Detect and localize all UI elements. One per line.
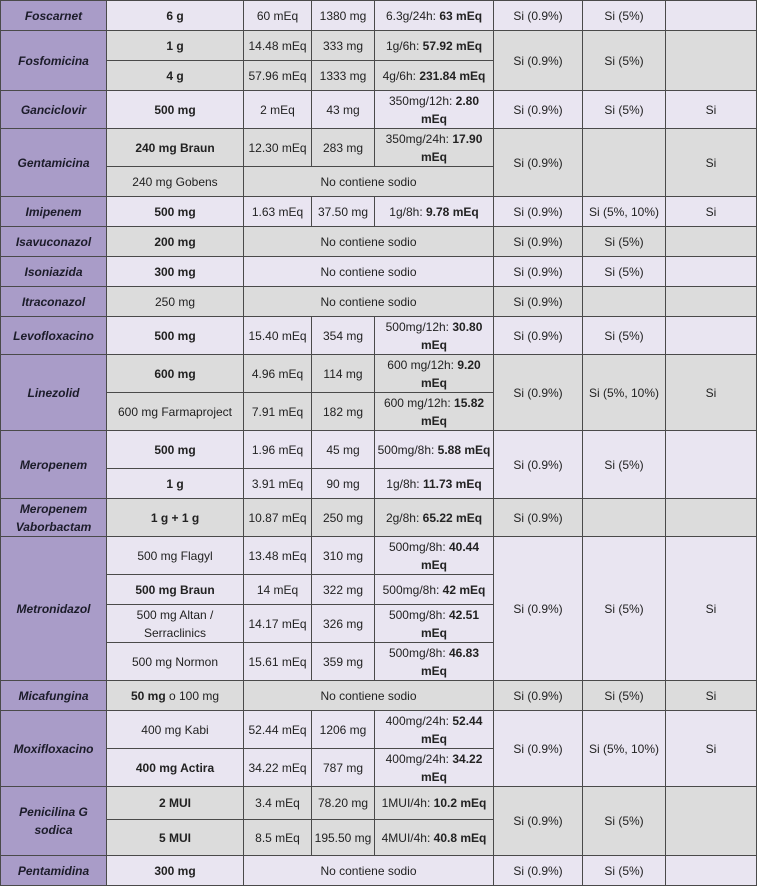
dose-regimen: 500mg/12h: [385,319,453,334]
sodium-meq: 7.91 mEq [244,393,312,431]
dose-sodium [375,355,494,393]
glucose-compat: Si (5%) [583,787,666,856]
glucose-compat: Si (5%) [583,537,666,681]
drug-name: Micafungina [1,681,107,711]
sodium-mg: 354 mg [312,317,375,355]
presentation: 250 mg [107,287,244,317]
presentation: 4 g [107,61,244,91]
extra-compat: Si [666,537,757,681]
presentation: 400 mg Actira [107,749,244,787]
sodium-meq: 4.96 mEq [244,355,312,393]
no-sodium-note: No contiene sodio [244,167,494,197]
presentation: 5 MUI [107,820,244,856]
dose-total-meq: 231.84 mEq [419,68,486,83]
presentation: 500 mg Flagyl [107,537,244,575]
table-row [1,31,757,61]
sodium-mg: 182 mg [312,393,375,431]
sodium-meq: 15.40 mEq [244,317,312,355]
sodium-meq: 34.22 mEq [244,749,312,787]
saline-compat: Si (0.9%) [494,856,583,886]
dose-total-meq: 42.51 mEq [420,607,480,640]
drug-name: Pentamidina [1,856,107,886]
presentation: 500 mg [107,91,244,129]
dose-total-meq: 2.80 mEq [420,93,480,126]
extra-compat [666,1,757,31]
table-row [1,856,757,886]
saline-compat: Si (0.9%) [494,287,583,317]
dose-sodium [375,431,494,469]
dose-sodium [375,393,494,431]
dose-sodium [375,61,494,91]
dose-sodium [375,499,494,537]
glucose-compat: Si (5%) [583,681,666,711]
table-row [1,257,757,287]
glucose-compat: Si (5%) [583,91,666,129]
glucose-compat: Si (5%, 10%) [583,355,666,431]
extra-compat: Si [666,711,757,787]
dose-sodium [375,537,494,575]
table-row [1,129,757,167]
dose-regimen: 500mg/8h: [388,645,449,660]
extra-compat: Si [666,91,757,129]
sodium-mg: 45 mg [312,431,375,469]
sodium-meq: 10.87 mEq [244,499,312,537]
sodium-meq: 1.63 mEq [244,197,312,227]
drug-name: Metronidazol [1,537,107,681]
saline-compat: Si (0.9%) [494,355,583,431]
dose-regimen: 4MUI/4h: [381,830,434,845]
extra-compat [666,257,757,287]
sodium-mg: 1333 mg [312,61,375,91]
glucose-compat: Si (5%) [583,1,666,31]
sodium-mg: 250 mg [312,499,375,537]
extra-compat: Si [666,197,757,227]
sodium-mg: 195.50 mg [312,820,375,856]
table-row [1,355,757,393]
glucose-compat [583,129,666,197]
extra-compat [666,31,757,91]
glucose-compat: Si (5%, 10%) [583,711,666,787]
dose-sodium [375,749,494,787]
dose-regimen: 600 mg/12h: [387,357,458,372]
presentation: 6 g [107,1,244,31]
sodium-meq: 14 mEq [244,575,312,605]
dose-total-meq: 34.22 mEq [420,751,483,784]
sodium-mg: 114 mg [312,355,375,393]
sodium-meq: 2 mEq [244,91,312,129]
drug-name: Meropenem Vaborbactam [1,499,107,537]
extra-compat: Si [666,129,757,197]
dose-total-meq: 57.92 mEq [422,38,483,53]
presentation: 600 mg [107,355,244,393]
extra-compat [666,499,757,537]
no-sodium-note: No contiene sodio [244,287,494,317]
glucose-compat: Si (5%) [583,856,666,886]
sodium-meq: 8.5 mEq [244,820,312,856]
sodium-mg: 310 mg [312,537,375,575]
presentation: 200 mg [107,227,244,257]
glucose-compat [583,287,666,317]
saline-compat: Si (0.9%) [494,197,583,227]
dose-regimen: 500mg/8h: [377,442,438,457]
dose-total-meq: 40.8 mEq [433,830,487,845]
table-row [1,787,757,820]
presentation: 500 mg [107,197,244,227]
dose-total-meq: 5.88 mEq [437,442,491,457]
sodium-mg: 78.20 mg [312,787,375,820]
sodium-mg: 1380 mg [312,1,375,31]
sodium-meq: 3.91 mEq [244,469,312,499]
dose-total-meq: 42 mEq [442,582,486,597]
glucose-compat [583,499,666,537]
table-body [1,1,757,886]
presentation: 1 g [107,469,244,499]
saline-compat: Si (0.9%) [494,257,583,287]
drug-name: Gentamicina [1,129,107,197]
no-sodium-note: No contiene sodio [244,227,494,257]
sodium-mg: 283 mg [312,129,375,167]
dose-sodium [375,820,494,856]
glucose-compat: Si (5%) [583,31,666,91]
presentation: 300 mg [107,257,244,287]
extra-compat [666,431,757,499]
saline-compat: Si (0.9%) [494,317,583,355]
presentation: 500 mg [107,317,244,355]
dose-sodium [375,91,494,129]
presentation: 1 g + 1 g [107,499,244,537]
dose-total-meq: 9.78 mEq [426,204,479,219]
table-row [1,317,757,355]
sodium-mg: 1206 mg [312,711,375,749]
saline-compat: Si (0.9%) [494,681,583,711]
dose-total-meq: 17.90 mEq [420,131,483,164]
table-row [1,431,757,469]
table-row [1,711,757,749]
extra-compat [666,317,757,355]
saline-compat: Si (0.9%) [494,129,583,197]
drug-name: Ganciclovir [1,91,107,129]
presentation-bold-part: 50 mg [130,688,166,703]
dose-regimen: 1g/6h: [385,38,423,53]
extra-compat [666,287,757,317]
dose-total-meq: 30.80 mEq [420,319,483,352]
dose-total-meq: 10.2 mEq [433,796,487,810]
extra-compat [666,856,757,886]
dose-sodium [375,317,494,355]
sodium-meq: 15.61 mEq [244,643,312,681]
dose-sodium [375,1,494,31]
saline-compat: Si (0.9%) [494,787,583,856]
extra-compat: Si [666,355,757,431]
drug-name: Levofloxacino [1,317,107,355]
presentation [107,681,244,711]
table-row [1,287,757,317]
sodium-meq: 13.48 mEq [244,537,312,575]
drug-name: Moxifloxacino [1,711,107,787]
dose-sodium [375,31,494,61]
dose-sodium [375,129,494,167]
dose-total-meq: 11.73 mEq [422,476,482,491]
sodium-mg: 43 mg [312,91,375,129]
dose-sodium [375,605,494,643]
dose-regimen: 1g/8h: [386,476,423,491]
dose-total-meq: 52.44 mEq [420,713,483,746]
no-sodium-note: No contiene sodio [244,681,494,711]
presentation: 1 g [107,31,244,61]
extra-compat [666,787,757,856]
drug-name: Itraconazol [1,287,107,317]
dose-total-meq: 46.83 mEq [420,645,480,678]
table-row [1,499,757,537]
table-row [1,537,757,575]
sodium-meq: 3.4 mEq [244,787,312,820]
glucose-compat: Si (5%) [583,431,666,499]
drug-name: Fosfomicina [1,31,107,91]
dose-total-meq: 9.20 mEq [420,357,481,390]
no-sodium-note: No contiene sodio [244,257,494,287]
glucose-compat: Si (5%) [583,257,666,287]
saline-compat: Si (0.9%) [494,431,583,499]
presentation: 500 mg Braun [107,575,244,605]
table-row [1,197,757,227]
sodium-meq: 52.44 mEq [244,711,312,749]
extra-compat [666,227,757,257]
dose-regimen: 1g/8h: [389,204,426,219]
glucose-compat: Si (5%, 10%) [583,197,666,227]
table-row [1,681,757,711]
saline-compat: Si (0.9%) [494,1,583,31]
saline-compat: Si (0.9%) [494,499,583,537]
presentation: 500 mg Normon [107,643,244,681]
drug-name: Isavuconazol [1,227,107,257]
presentation: 400 mg Kabi [107,711,244,749]
drug-name: Foscarnet [1,1,107,31]
dose-regimen: 400mg/24h: [385,713,453,728]
sodium-meq: 12.30 mEq [244,129,312,167]
dose-sodium [375,711,494,749]
dose-sodium [375,787,494,820]
saline-compat: Si (0.9%) [494,91,583,129]
dose-total-meq: 63 mEq [439,8,483,23]
dose-regimen: 2g/8h: [385,510,423,525]
saline-compat: Si (0.9%) [494,227,583,257]
table-row [1,91,757,129]
sodium-meq: 14.48 mEq [244,31,312,61]
sodium-meq: 57.96 mEq [244,61,312,91]
dose-sodium [375,469,494,499]
dose-regimen: 4g/6h: [382,68,420,83]
sodium-mg: 90 mg [312,469,375,499]
drug-name: Meropenem [1,431,107,499]
presentation: 500 mg [107,431,244,469]
presentation: 300 mg [107,856,244,886]
dose-total-meq: 15.82 mEq [420,395,485,428]
sodium-mg: 326 mg [312,605,375,643]
dose-regimen: 400mg/24h: [385,751,453,766]
dose-sodium [375,575,494,605]
sodium-mg: 37.50 mg [312,197,375,227]
dose-regimen: 350mg/24h: [385,131,453,146]
table-row [1,1,757,31]
sodium-mg: 322 mg [312,575,375,605]
presentation: 240 mg Gobens [107,167,244,197]
sodium-meq: 14.17 mEq [244,605,312,643]
saline-compat: Si (0.9%) [494,537,583,681]
dose-regimen: 500mg/8h: [388,607,449,622]
dose-regimen: 350mg/12h: [388,93,456,108]
drug-name: Penicilina G sodica [1,787,107,856]
dose-total-meq: 40.44 mEq [420,539,480,572]
dose-regimen: 1MUI/4h: [381,796,434,810]
glucose-compat: Si (5%) [583,227,666,257]
dose-regimen: 6.3g/24h: [385,8,440,23]
saline-compat: Si (0.9%) [494,711,583,787]
presentation-rest: o 100 mg [165,688,220,703]
presentation: 500 mg Altan / Serraclinics [107,605,244,643]
presentation: 240 mg Braun [107,129,244,167]
drug-name: Linezolid [1,355,107,431]
extra-compat: Si [666,681,757,711]
sodium-meq: 1.96 mEq [244,431,312,469]
sodium-mg: 333 mg [312,31,375,61]
sodium-mg: 787 mg [312,749,375,787]
dose-sodium [375,643,494,681]
presentation: 2 MUI [107,787,244,820]
dose-total-meq: 65.22 mEq [422,510,483,525]
glucose-compat: Si (5%) [583,317,666,355]
dose-regimen: 500mg/8h: [382,582,443,597]
drug-name: Imipenem [1,197,107,227]
drug-name: Isoniazida [1,257,107,287]
no-sodium-note: No contiene sodio [244,856,494,886]
dose-regimen: 500mg/8h: [388,539,449,554]
sodium-mg: 359 mg [312,643,375,681]
saline-compat: Si (0.9%) [494,31,583,91]
table-row [1,227,757,257]
sodium-meq: 60 mEq [244,1,312,31]
presentation: 600 mg Farmaproject [107,393,244,431]
dose-regimen: 600 mg/12h: [383,395,455,410]
dose-sodium [375,197,494,227]
